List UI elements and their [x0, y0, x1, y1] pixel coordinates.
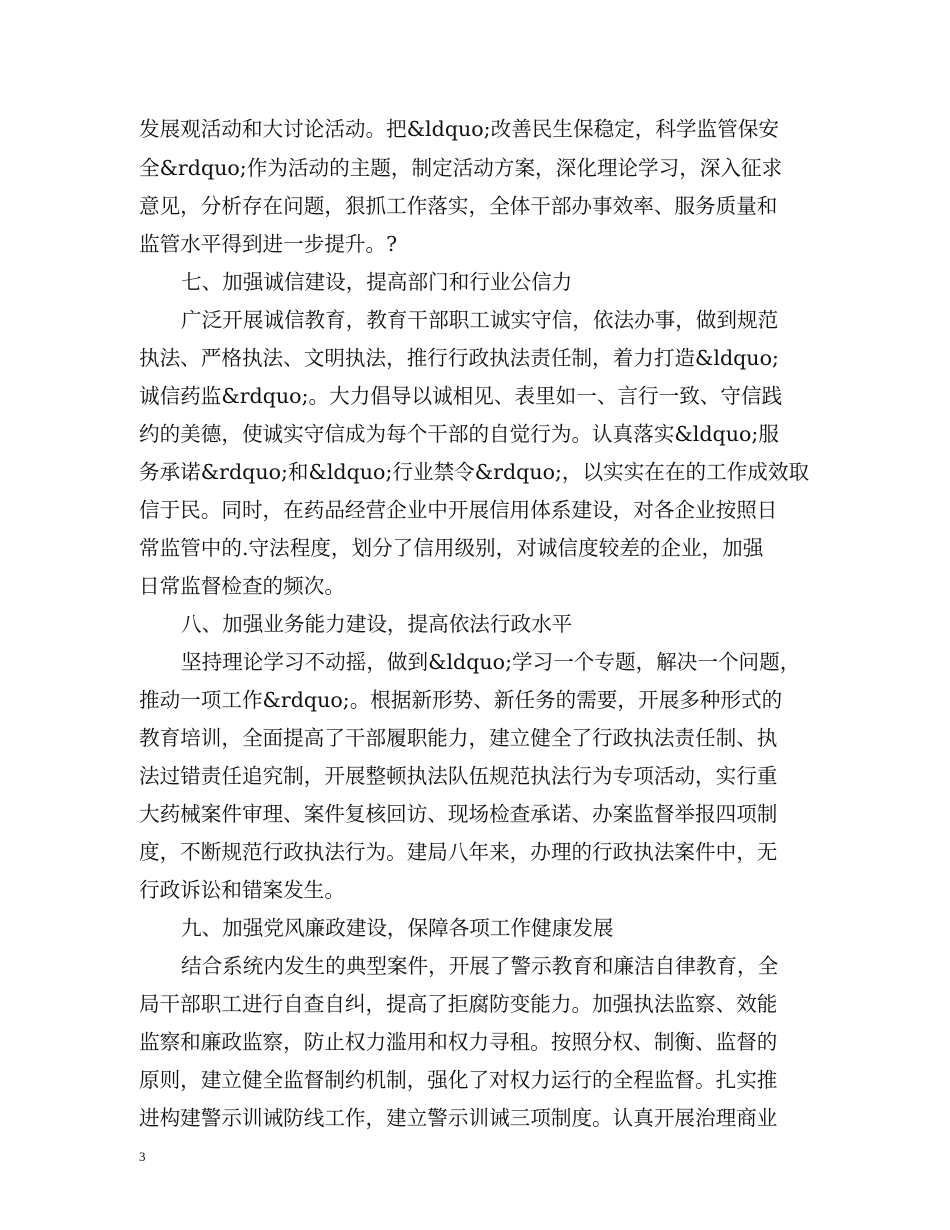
text-line: 诚信药监&rdquo;。大力倡导以诚相见、表里如一、言行一致、守信践 [139, 384, 783, 408]
text-line: 监管水平得到进一步提升。? [139, 232, 398, 256]
text-line: 常监管中的.守法程度，划分了信用级别，对诚信度较差的企业，加强 [139, 536, 764, 560]
text-line: 推动一项工作&rdquo;。根据新形势、新任务的需要，开展多种形式的 [139, 688, 783, 712]
section-heading: 七、加强诚信建设，提高部门和行业公信力 [181, 270, 573, 294]
text-line: 教育培训，全面提高了干部履职能力，建立健全了行政执法责任制、执 [139, 726, 778, 750]
text-line: 法过错责任追究制，开展整顿执法队伍规范执法行为专项活动，实行重 [139, 764, 778, 788]
text-line: 意见，分析存在问题，狠抓工作落实，全体干部办事效率、服务质量和 [139, 194, 778, 218]
text-line: 局干部职工进行自查自纠，提高了拒腐防变能力。加强执法监察、效能 [139, 992, 778, 1016]
text-line: 日常监督检查的频次。 [139, 574, 345, 598]
section-heading: 八、加强业务能力建设，提高依法行政水平 [181, 612, 573, 636]
section-heading: 九、加强党风廉政建设，保障各项工作健康发展 [181, 916, 614, 940]
text-line: 原则，建立健全监督制约机制，强化了对权力运行的全程监督。扎实推 [139, 1068, 778, 1092]
text-line: 约的美德，使诚实守信成为每个干部的自觉行为。认真落实&ldquo;服 [139, 422, 779, 446]
text-line: 度，不断规范行政执法行为。建局八年来，办理的行政执法案件中，无 [139, 840, 778, 864]
text-line: 全&rdquo;作为活动的主题，制定活动方案，深化理论学习，深入征求 [139, 156, 783, 180]
text-line: 行政诉讼和错案发生。 [139, 878, 345, 902]
text-line: 信于民。同时，在药品经营企业中开展信用体系建设，对各企业按照日 [139, 498, 778, 522]
text-line: 务承诺&rdquo;和&ldquo;行业禁令&rdquo;，以实实在在的工作成效取 [139, 460, 810, 484]
paragraph-first-line: 坚持理论学习不动摇，做到&ldquo;学习一个专题，解决一个问题， [181, 650, 801, 674]
text-line: 进构建警示训诫防线工作，建立警示训诫三项制度。认真开展治理商业 [139, 1106, 778, 1130]
text-line: 监察和廉政监察，防止权力滥用和权力寻租。按照分权、制衡、监督的 [139, 1030, 778, 1054]
text-line: 发展观活动和大讨论活动。把&ldquo;改善民生保稳定，科学监管保安 [139, 117, 779, 141]
text-line: 大药械案件审理、案件复核回访、现场检查承诺、办案监督举报四项制 [139, 802, 778, 826]
text-line: 执法、严格执法、文明执法，推行行政执法责任制，着力打造&ldquo; [139, 346, 779, 370]
page-number: 3 [139, 1149, 146, 1164]
paragraph-first-line: 结合系统内发生的典型案件，开展了警示教育和廉洁自律教育，全 [181, 954, 779, 978]
paragraph-first-line: 广泛开展诚信教育，教育干部职工诚实守信，依法办事，做到规范 [181, 308, 779, 332]
